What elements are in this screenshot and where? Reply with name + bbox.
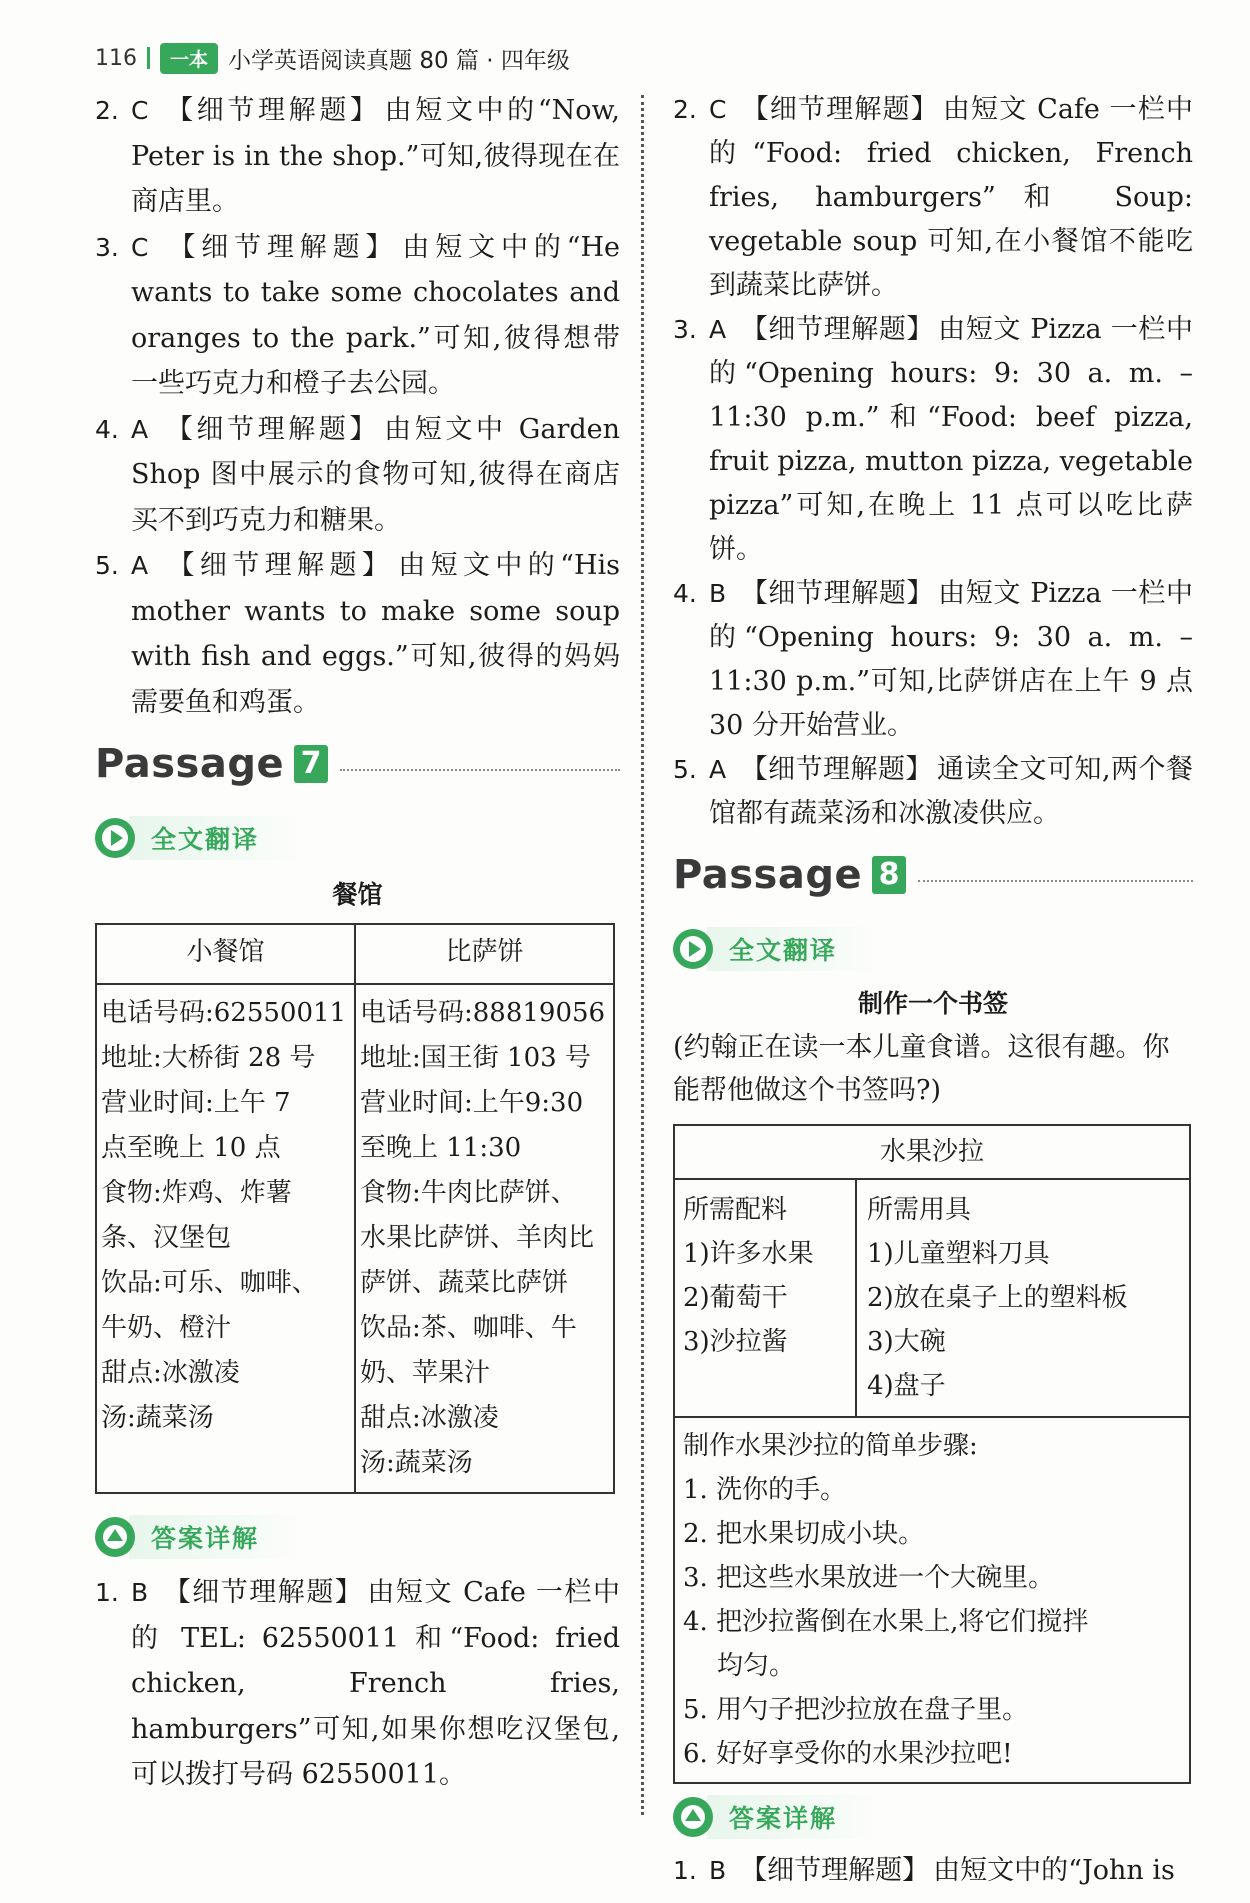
answer-number: 4. (673, 579, 697, 608)
restaurant-table (95, 923, 615, 1494)
brand-logo: 一本 (160, 43, 218, 74)
play-icon (673, 929, 713, 969)
question-type-tag: 【细节理解题】 (740, 1855, 930, 1886)
answer-item (95, 88, 620, 225)
table-cell-line: 甜点:冰激凌 (101, 1358, 240, 1388)
tools-list (857, 1180, 1189, 1416)
answer-number: 1. (673, 1856, 697, 1885)
page-header (95, 40, 570, 76)
question-type-tag: 【细节理解题】 (740, 578, 935, 609)
passage-word: Passage (673, 852, 863, 898)
table-cell-line: 食物:牛肉比萨饼、 (360, 1178, 577, 1208)
answer-number: 5. (95, 551, 119, 580)
table-cell-line: 萨饼、蔬菜比萨饼 (360, 1268, 569, 1298)
answers-section-header (95, 1514, 620, 1560)
book-title: 小学英语阅读真题 80 篇 · 四年级 (228, 47, 570, 74)
answer-item (673, 88, 1193, 308)
answer-item (673, 748, 1193, 836)
translation-section-header (95, 815, 620, 861)
question-type-tag: 【细节理解题】 (740, 754, 934, 785)
answer-icon (673, 1797, 713, 1837)
tools-header: 所需用具 (867, 1195, 972, 1225)
table-cell-line: 汤:蔬菜汤 (360, 1448, 473, 1478)
answer-letter: B (709, 1856, 727, 1885)
list-item: 4)盘子 (867, 1371, 946, 1401)
question-type-tag: 【细节理解题】 (162, 550, 395, 581)
answer-number: 2. (95, 96, 119, 125)
answer-letter: A (709, 315, 727, 344)
passage-7-heading (95, 733, 620, 795)
steps-header: 制作水果沙拉的简单步骤: (683, 1431, 978, 1461)
answer-number: 3. (673, 315, 697, 344)
table-cell-line: 条、汉堡包 (101, 1223, 232, 1253)
table-cell-line: 点至晚上 10 点 (101, 1133, 281, 1163)
answer-icon (95, 1517, 135, 1557)
section-label: 答案详解 (707, 1795, 877, 1839)
table-header-pizza: 比萨饼 (355, 924, 614, 984)
answer-explanation: 由短文 Cafe 一栏中的“Food: fried chicken, French fries, hamburgers”和 Soup: vegetable soup 可知,在小餐馆不能吃到蔬菜比萨饼。 (709, 94, 1193, 301)
list-item: 2)放在桌子上的塑料板 (867, 1283, 1128, 1313)
question-type-tag: 【细节理解题】 (162, 1577, 364, 1608)
answer-explanation: 由短文中的“John is (933, 1855, 1175, 1886)
passage-title: 制作一个书签 (857, 989, 1008, 1018)
answer-letter: A (709, 755, 727, 784)
pizza-details (355, 984, 614, 1493)
list-item: 2)葡萄干 (683, 1283, 788, 1313)
answers-section-header (673, 1794, 1193, 1840)
question-type-tag: 【细节理解题】 (740, 94, 939, 125)
section-label: 全文翻译 (129, 816, 299, 860)
translation-section-header (673, 926, 1193, 972)
answer-explanation: 由短文中的“Now, Peter is in the shop.”可知,彼得现在在商店里。 (131, 95, 620, 217)
table-cell-line: 食物:炸鸡、炸薯 (101, 1178, 292, 1208)
answer-explanation: 由短文中 Garden Shop 图中展示的食物可知,彼得在商店买不到巧克力和糖果。 (131, 413, 621, 536)
answer-explanation: 由短文 Pizza 一栏中的“Opening hours: 9: 30 a. m. – 11:30 p.m.”可知,比萨饼店在上午 9 点 30 分开始营业。 (709, 578, 1194, 741)
answer-item (95, 225, 620, 407)
answer-letter: B (131, 1578, 149, 1607)
answer-number: 3. (95, 232, 119, 262)
right-column (673, 88, 1193, 1894)
step-item: 2. 把水果切成小块。 (683, 1519, 925, 1549)
answer-item (95, 1570, 620, 1798)
table-header-cafe: 小餐馆 (96, 924, 355, 984)
step-item: 4. 把沙拉酱倒在水果上,将它们搅拌 (683, 1607, 1089, 1637)
passage-title: 餐馆 (332, 880, 383, 909)
play-icon (95, 818, 135, 858)
question-type-tag: 【细节理解题】 (162, 231, 399, 263)
table-cell-line: 电话号码:88819056 (360, 998, 606, 1028)
column-divider (641, 95, 644, 1815)
table-cell-line: 地址:国王街 103 号 (360, 1043, 591, 1073)
answer-item (95, 543, 620, 725)
answer-letter: A (131, 551, 149, 580)
question-type-tag: 【细节理解题】 (162, 95, 381, 126)
answer-item (673, 1848, 1193, 1894)
heading-rule (340, 769, 620, 771)
header-divider (147, 47, 150, 69)
ingredients-list (675, 1180, 857, 1416)
recipe-steps (675, 1418, 1189, 1782)
step-item: 3. 把这些水果放进一个大碗里。 (683, 1563, 1055, 1593)
answer-item (95, 407, 620, 544)
answer-explanation: 由短文 Cafe 一栏中的 TEL: 62550011 和“Food: fried chicken, French fries, hamburgers”可知,如果你想吃汉堡包,可以拨打号码 62550011。 (131, 1577, 620, 1790)
section-label: 全文翻译 (707, 927, 877, 971)
answer-letter: C (131, 232, 149, 262)
left-column (95, 88, 620, 1798)
table-cell-line: 营业时间:上午9:30 (360, 1088, 584, 1118)
step-item: 均匀。 (717, 1651, 796, 1681)
ingredients-header: 所需配料 (683, 1195, 788, 1225)
table-cell-line: 甜点:冰激凌 (360, 1403, 499, 1433)
list-item: 1)儿童塑料刀具 (867, 1239, 1050, 1269)
passage-intro: (约翰正在读一本儿童食谱。这很有趣。你能帮他做这个书签吗?) (673, 1032, 1170, 1106)
table-cell-line: 地址:大桥街 28 号 (101, 1043, 316, 1073)
recipe-title: 水果沙拉 (675, 1126, 1189, 1180)
answer-explanation: 由短文 Pizza 一栏中的“Opening hours: 9: 30 a. m. – 11:30 p.m.”和“Food: beef pizza, fruit pizza, mutton pizza, vegetable pizza”可知,在晚上 11 点可以吃比萨饼。 (709, 314, 1193, 565)
list-item: 1)许多水果 (683, 1239, 814, 1269)
table-cell-line: 饮品:茶、咖啡、牛 (360, 1313, 577, 1343)
table-cell-line: 汤:蔬菜汤 (101, 1403, 214, 1433)
question-type-tag: 【细节理解题】 (162, 413, 381, 445)
question-type-tag: 【细节理解题】 (740, 314, 935, 345)
answer-item (673, 572, 1193, 748)
answer-number: 5. (673, 755, 697, 784)
answer-letter: A (131, 414, 149, 444)
table-cell-line: 饮品:可乐、咖啡、 (101, 1268, 318, 1298)
cafe-details (96, 984, 355, 1493)
heading-rule (918, 880, 1193, 882)
step-item: 6. 好好享受你的水果沙拉吧! (683, 1739, 1013, 1769)
section-label: 答案详解 (129, 1515, 299, 1559)
passage-number: 7 (294, 745, 328, 783)
passage-8-heading (673, 844, 1193, 906)
table-cell-line: 至晚上 11:30 (360, 1133, 522, 1163)
list-item: 3)沙拉酱 (683, 1327, 788, 1357)
answer-explanation: 通读全文可知,两个餐馆都有蔬菜汤和冰激凌供应。 (709, 754, 1193, 829)
answer-letter: C (131, 96, 149, 125)
answer-number: 2. (673, 95, 697, 124)
answer-explanation: 由短文中的“He wants to take some chocolates and oranges to the park.”可知,彼得想带一些巧克力和橙子去公园。 (131, 231, 621, 399)
table-cell-line: 电话号码:62550011 (101, 998, 347, 1028)
table-cell-line: 水果比萨饼、羊肉比 (360, 1223, 595, 1253)
passage-number: 8 (872, 856, 906, 894)
page-number: 116 (95, 45, 137, 71)
answer-letter: B (709, 579, 727, 608)
recipe-box (673, 1124, 1191, 1784)
answer-number: 4. (95, 414, 119, 444)
answer-item (673, 308, 1193, 572)
step-item: 1. 洗你的手。 (683, 1475, 847, 1505)
table-cell-line: 奶、苹果汁 (360, 1358, 491, 1388)
list-item: 3)大碗 (867, 1327, 946, 1357)
table-cell-line: 牛奶、橙汁 (101, 1313, 232, 1343)
recipe-lists (675, 1180, 1189, 1418)
table-cell-line: 营业时间:上午 7 (101, 1088, 291, 1118)
answer-letter: C (709, 95, 727, 124)
answer-explanation: 由短文中的“His mother wants to make some soup with fish and eggs.”可知,彼得的妈妈需要鱼和鸡蛋。 (131, 550, 621, 718)
answer-number: 1. (95, 1578, 119, 1607)
passage-word: Passage (95, 741, 285, 787)
step-item: 5. 用勺子把沙拉放在盘子里。 (683, 1695, 1029, 1725)
